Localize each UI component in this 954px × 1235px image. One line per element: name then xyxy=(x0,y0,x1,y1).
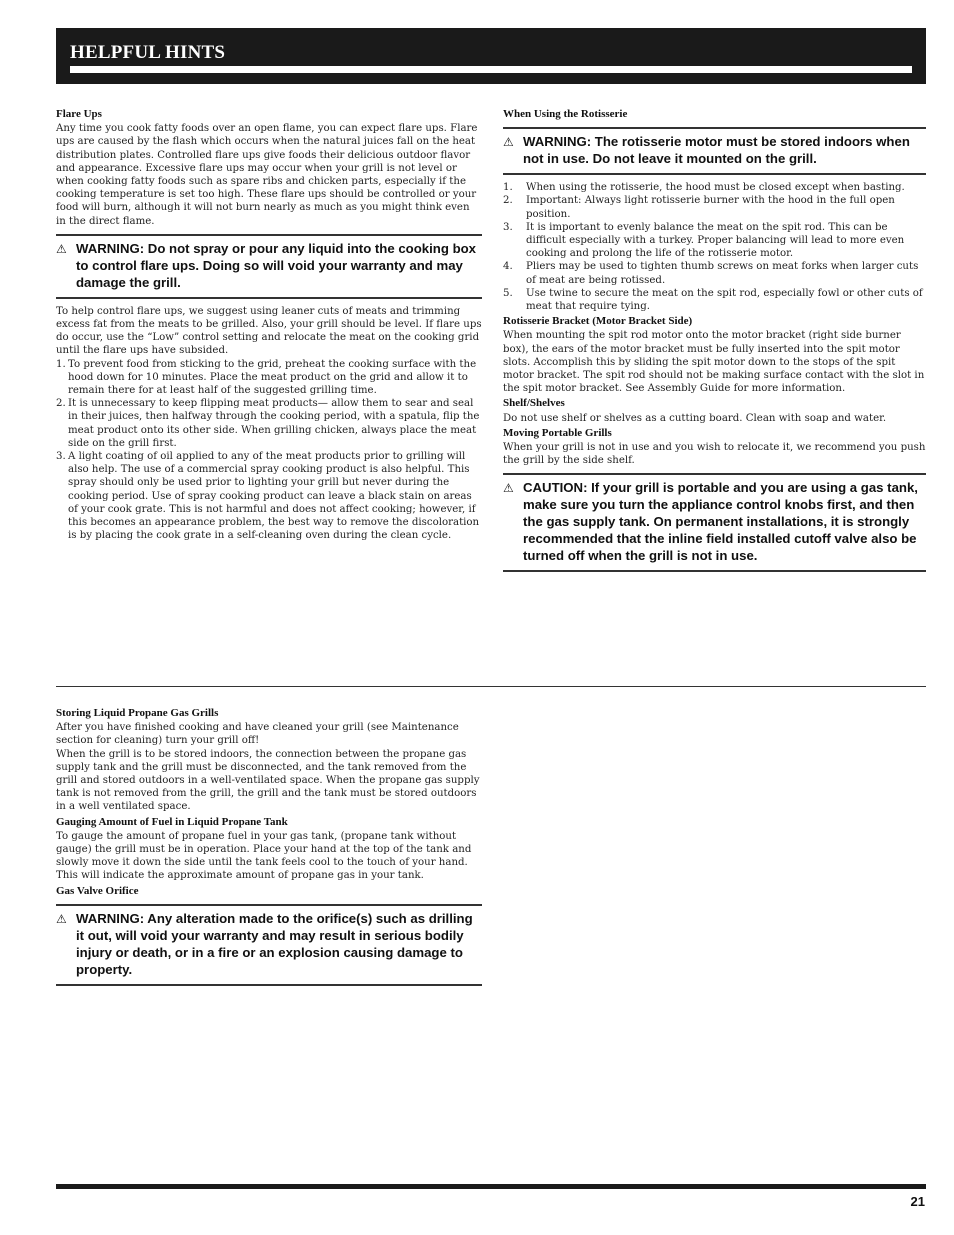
list-item: 3. A light coating of oil applied to any of the meat products prior to grilling will also help. The use of a commercial spray cooking product is also helpful. This spray should only be used prior to lighting your grill but never during the cooking period. Use of spray cooking product can leave a black stain on areas of your cook grate. This is not harmful and does not affect cooking; however, if this becomes an appearance problem, the best way to remove the discoloration is by placing the cook grate in a self-cleaning oven during the clean cycle. xyxy=(56,451,480,542)
right-column xyxy=(503,108,926,578)
warning-triangle-icon: ⚠ xyxy=(503,481,514,496)
bracket-text: When mounting the spit rod motor onto the motor bracket (right side burner box), the ears of the motor bracket must be fully inserted into the spit motor slots. Accomplish this by sliding the spit motor down to the stops of the spit motor bracket. The spit rod should not be making surface contact with the slot in the spit motor bracket. See Assembly Guide for more information. xyxy=(503,330,925,395)
warning-rotisserie-text: WARNING: The rotisserie motor must be stored indoors when not in use. Do not leave it mounted on the grill. xyxy=(523,134,910,167)
warning-flare-ups-text: WARNING: Do not spray or pour any liquid into the cooking box to control flare ups. Doing so will void your warranty and may damage the grill. xyxy=(76,240,477,290)
flare-ups-text: Any time you cook fatty foods over an open flame, you can expect flare ups. Flare ups are caused by the flash which occurs when the natural juices fall on the heat distribution plates. Controlled flare ups give foods their delicious outdoor flavor and appearance. Excessive flare ups may occur when your grill is not level or when cooking fatty foods such as spare ribs and chicken parts, especially if the cooking temperature is set too high. These flare ups should be controlled or your food will burn, although it will not burn nearly as much as you might think even in the direct flame. xyxy=(56,123,478,227)
portable-heading: Moving Portable Grills xyxy=(503,426,612,439)
storing-text-2: When the grill is to be stored indoors, the connection between the propane gas supply tank and the grill must be disconnected, and the tank removed from the grill and stored outdoors in a well-ventilated space. When the propane gas supply tank is not removed from the grill, the grill and the tank must be stored outdoors in a well ventilated space. xyxy=(56,748,480,813)
warning-rotisserie xyxy=(503,127,926,175)
bracket-heading: Rotisserie Bracket (Motor Bracket Side) xyxy=(503,315,693,328)
warning-triangle-icon: ⚠ xyxy=(56,911,67,926)
grilling-tips-list xyxy=(56,358,482,543)
warning-orifice-text: WARNING: Any alteration made to the orifice(s) such as drilling it out, will void your warranty and may result in serious bodily injury or death, or in a fire or an explosion causing damage to property. xyxy=(76,910,473,977)
list-item: 2. It is unnecessary to keep flipping meat products— allow them to sear and seal in their juices, then halfway through the cooking period, with a spatula, flip the meat product onto its other side. When grilling chicken, always place the meat side on the grill first. xyxy=(56,398,480,449)
warning-triangle-icon: ⚠ xyxy=(503,135,514,150)
footer-bar xyxy=(56,1184,926,1189)
portable-text: When your grill is not in use and you wish to relocate it, we recommend you push the grill by the side shelf. xyxy=(503,442,926,467)
storing-heading: Storing Liquid Propane Gas Grills xyxy=(56,707,219,719)
header-rule xyxy=(70,66,912,73)
control-flare-text: To help control flare ups, we suggest using leaner cuts of meats and trimming excess fat from the meats to be grilled. Also, your grill should be level. If flare ups do occur, use the “Low” control setting and relocate the meat on the cooking grid until the flare ups have subsided. xyxy=(56,305,482,357)
page-number: 21 xyxy=(910,1194,925,1209)
left-column xyxy=(56,108,482,542)
warning-triangle-icon: ⚠ xyxy=(56,241,67,256)
storing-text-1: After you have finished cooking and have cleaned your grill (see Maintenance section for cleaning) turn your grill off! xyxy=(56,722,459,747)
header-bar xyxy=(56,28,926,84)
orifice-heading: Gas Valve Orifice xyxy=(56,884,139,897)
list-item: 5. Use twine to secure the meat on the spit rod, especially fowl or other cuts of meat that require tying. xyxy=(503,287,923,313)
warning-flare-ups xyxy=(56,234,482,299)
caution-portable-text: CAUTION: If your grill is portable and you are using a gas tank, make sure you turn the appliance control knobs first, and then the gas supply tank. On permanent installations, it is strongly recommended that the inline field installed cutoff valve also be turned off when the grill is not in use. xyxy=(523,480,918,564)
bottom-column xyxy=(56,707,482,992)
shelf-heading: Shelf/Shelves xyxy=(503,397,565,410)
caution-portable xyxy=(503,473,926,572)
list-item: 3. It is important to evenly balance the meat on the spit rod. This can be difficult especially with a turkey. Proper balancing will lead to more even cooking and prolong the life of the rotisserie motor. xyxy=(503,221,905,260)
shelf-text: Do not use shelf or shelves as a cutting board. Clean with soap and water. xyxy=(503,412,887,424)
rotisserie-list xyxy=(503,181,926,313)
warning-orifice xyxy=(56,904,482,986)
gauging-text: To gauge the amount of propane fuel in your gas tank, (propane tank without gauge) the grill must be in operation. Place your hand at the top of the tank and slowly move it down the side until the tank feels cool to the touch of your hand. This will indicate the approximate amount of propane gas in your tank. xyxy=(56,830,472,882)
list-item: 1. To prevent food from sticking to the grid, preheat the cooking surface with the hood down for 10 minutes. Place the meat product on the grid and allow it to remain there for at least half of the suggested grilling time. xyxy=(56,358,477,397)
list-item: 1. When using the rotisserie, the hood must be closed except when basting. xyxy=(503,182,905,194)
section-divider xyxy=(56,686,926,687)
page-title: HELPFUL HINTS xyxy=(70,42,226,63)
rotisserie-heading: When Using the Rotisserie xyxy=(503,108,628,120)
flare-ups-heading: Flare Ups xyxy=(56,108,102,120)
list-item: 2. Important: Always light rotisserie burner with the hood in the full open position. xyxy=(503,195,895,220)
gauging-heading: Gauging Amount of Fuel in Liquid Propane Tank xyxy=(56,815,288,828)
list-item: 4. Pliers may be used to tighten thumb screws on meat forks when larger cuts of meat are being rotissed. xyxy=(503,261,919,286)
